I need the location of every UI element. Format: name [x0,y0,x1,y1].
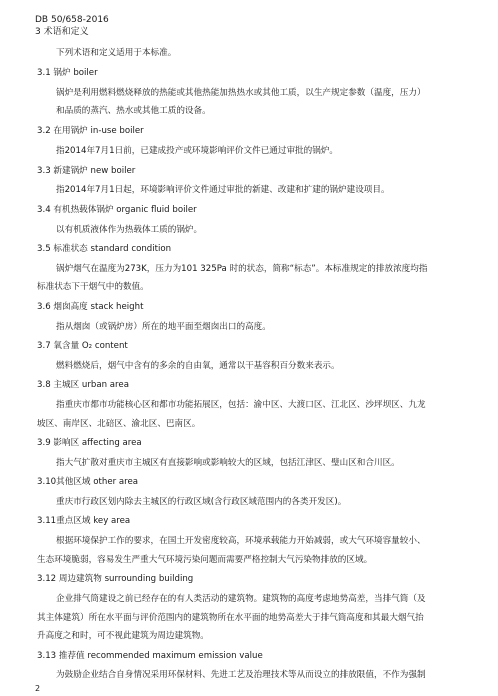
term-3-6: 3.6 烟囱高度 stack height [37,302,144,312]
definition-line: 锅炉烟气在温度为273K，压力为101 325Pa 时的状态，简称“标态”。本标准规定的排放浓度均指 [56,264,428,274]
definition-line: 其主体建筑）所在水平面与评价范围内的建筑物所在水平面的地势高差大于排气筒高度和其最大烟气抬 [37,613,424,623]
definition-line: 以有机质液体作为热载体工质的锅炉。 [56,225,203,235]
term-3-7: 3.7 氧含量 O₂ content [37,341,128,351]
definition-line: 升高度之和时，可不视此建筑为周边建筑物。 [37,631,209,641]
definition-line: 指从烟囱（或锅炉房）所在的地平面至烟囱出口的高度。 [56,322,271,332]
term-3-9: 3.9 影响区 affecting area [37,438,142,448]
term-3-1: 3.1 锅炉 boiler [37,68,98,78]
definition-line: 根据环境保护工作的要求，在国土开发密度较高，环境承载能力开始减弱，或大气环境容量较小、 [56,536,426,546]
definition-line: 重庆市行政区划内除去主城区的行政区域(含行政区域范围内的各类开发区)。 [56,497,347,507]
term-3-5: 3.5 标准状态 standard condition [37,244,172,254]
standard-code: DB 50/658-2016 [35,15,109,25]
definition-line: 指2014年7月1日起，环境影响评价文件通过审批的新建、改建和扩建的锅炉建设项目。 [56,185,390,195]
term-3-4: 3.4 有机热载体锅炉 organic fluid boiler [37,205,197,215]
definition-line: 坡区、南岸区、北碚区、渝北区、巴南区。 [37,419,201,429]
term-3-12: 3.12 周边建筑物 surrounding building [37,574,194,584]
definition-line: 生态环境脆弱，容易发生严重大气环境污染问题而需要严格控制大气污染物排放的区域。 [37,555,373,565]
definition-line: 指2014年7月1日前，已建成投产或环境影响评价文件已通过审批的锅炉。 [56,146,339,156]
definition-line: 指大气扩散对重庆市主城区有直接影响或影响较大的区域，包括江津区、璧山区和合川区。 [56,458,400,468]
term-3-13: 3.13 推荐值 recommended maximum emission value [37,651,263,661]
definition-line: 指重庆市都市功能核心区和都市功能拓展区，包括：渝中区、大渡口区、江北区、沙坪坝区、九龙 [56,400,426,410]
intro-text: 下列术语和定义适用于本标准。 [56,48,177,58]
section-heading: 3 术语和定义 [35,27,89,37]
definition-line: 燃料燃烧后，烟气中含有的多余的自由氧，通常以干基容积百分数来表示。 [56,361,340,371]
term-3-11: 3.11重点区域 key area [37,516,131,526]
term-3-2: 3.2 在用锅炉 in-use boiler [37,126,144,136]
term-3-3: 3.3 新建锅炉 new boiler [37,166,136,176]
definition-line: 企业排气筒建设之前已经存在的有人类活动的建筑物。建筑物的高度考虑地势高差，当排气筒（及 [56,594,426,604]
definition-line: 锅炉是利用燃料燃烧释放的热能或其他热能加热热水或其他工质，以生产规定参数（温度，压力） [56,88,426,98]
definition-line: 和品质的蒸汽、热水或其他工质的设备。 [56,106,211,116]
term-3-8: 3.8 主城区 urban area [37,380,129,390]
definition-line: 标准状态下干烟气中的数值。 [37,282,149,292]
definition-line: 为鼓励企业结合自身情况采用环保材料、先进工艺及治理技术等从而设立的排放限值，不作为强制 [56,670,426,680]
term-3-10: 3.10其他区域 other area [37,477,139,487]
page-number: 2 [35,684,41,693]
